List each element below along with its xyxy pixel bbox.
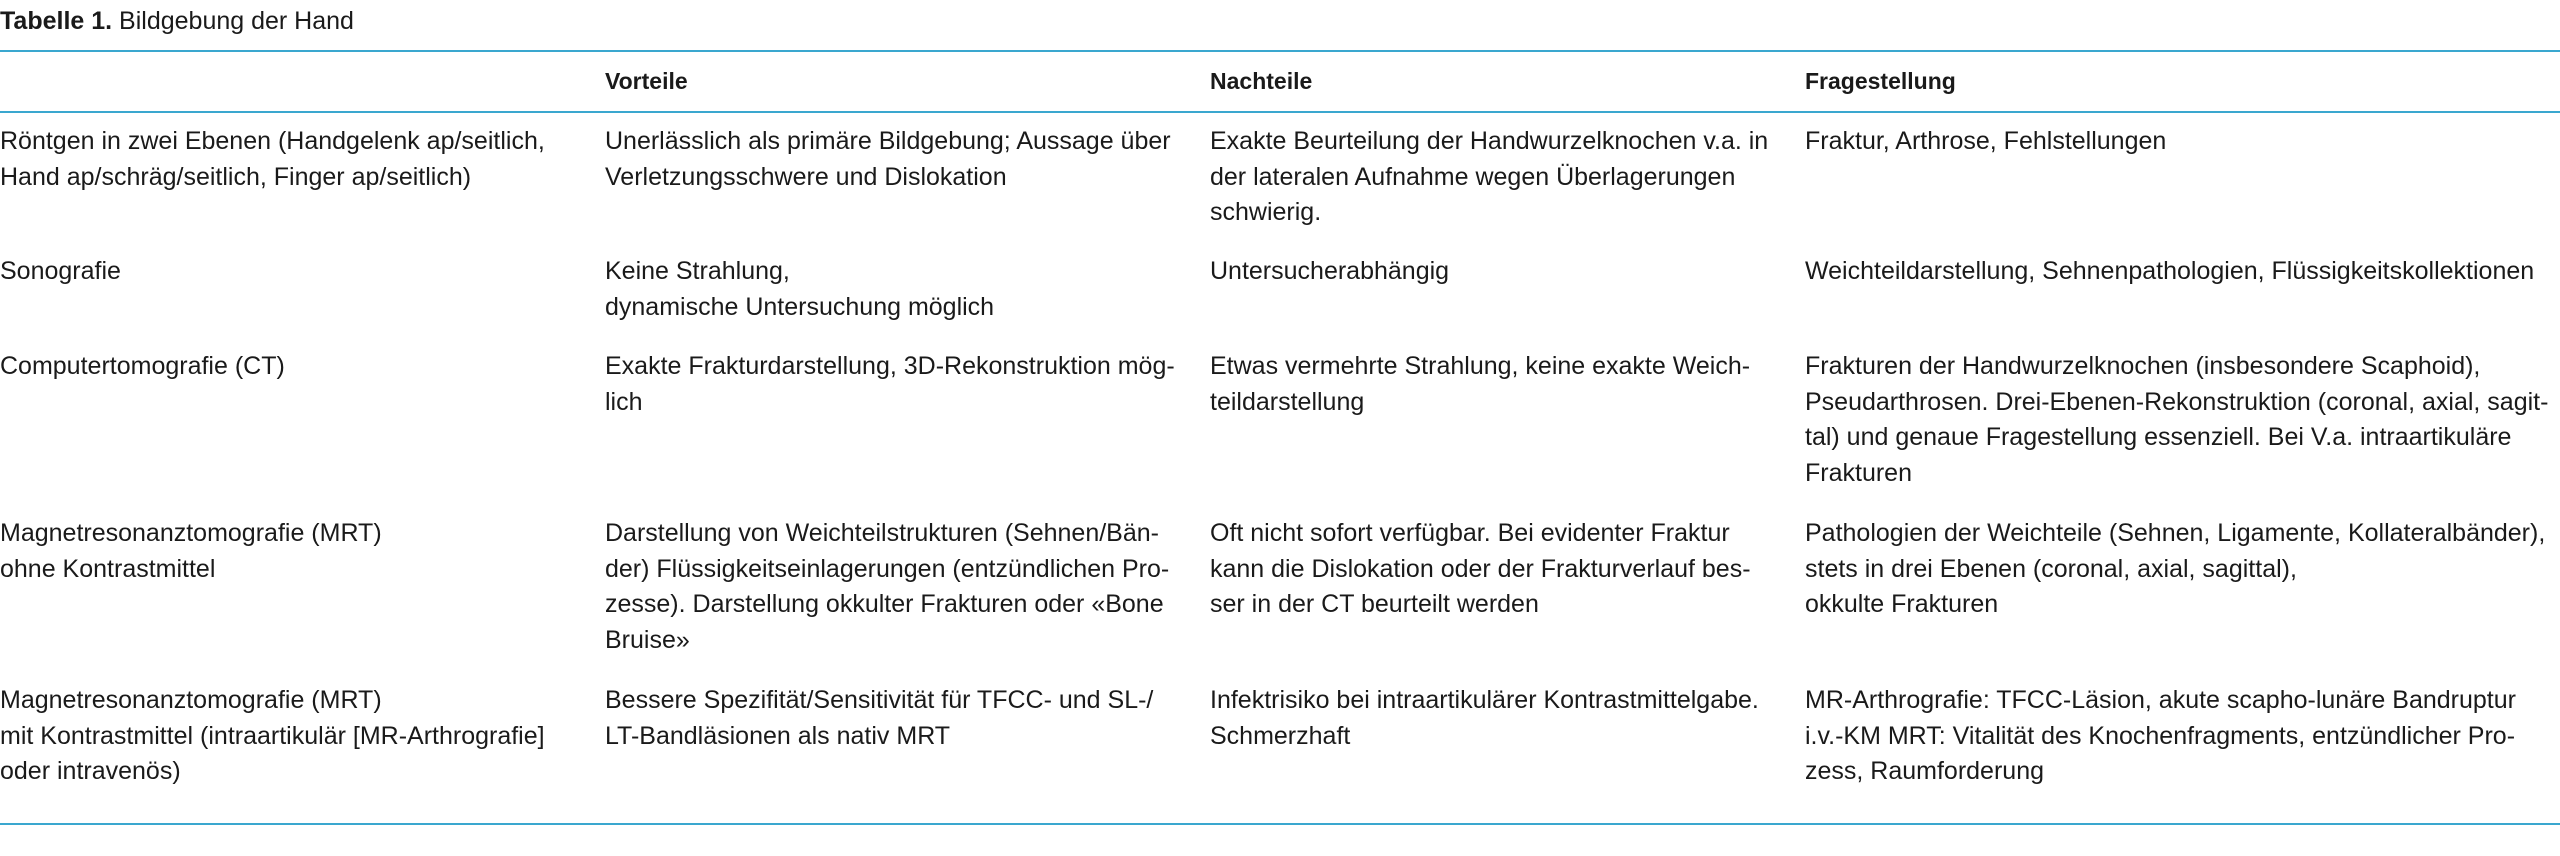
row-label: Magnetresonanztomografie (MRT) mit Kontrastmittel (intraartikulär [MR-Arthrografie] oder intravenös) [0, 686, 545, 785]
header-nachteile: Nachteile [1210, 68, 1313, 94]
row-label: Sonografie [0, 257, 121, 285]
cell-nachteile: Etwas vermehrte Strahlung, keine exakte Weich- teildarstellung [1210, 352, 1751, 416]
top-rule [0, 50, 2560, 52]
row-label: Computertomografie (CT) [0, 352, 285, 380]
cell-nachteile: Untersucherabhängig [1210, 257, 1450, 285]
cell-fragestellung: Pathologien der Weichteile (Sehnen, Ligamente, Kollateralbänder), stets in drei Ebenen (coronal, axial, sagittal), okkulte Frakturen [1805, 519, 2546, 618]
table-number: Tabelle 1. [0, 7, 113, 35]
cell-vorteile: Exakte Frakturdarstellung, 3D-Rekonstruktion mög- lich [605, 352, 1175, 416]
cell-vorteile: Unerlässlich als primäre Bildgebung; Aussage über Verletzungsschwere und Dislokation [605, 127, 1171, 191]
header-vorteile: Vorteile [605, 68, 688, 94]
cell-vorteile: Bessere Spezifität/Sensitivität für TFCC- und SL-/ LT-Bandläsionen als nativ MRT [605, 686, 1154, 750]
cell-vorteile: Keine Strahlung, dynamische Untersuchung möglich [605, 257, 995, 321]
row-label: Magnetresonanztomografie (MRT) ohne Kontrastmittel [0, 519, 382, 583]
cell-fragestellung: MR-Arthrografie: TFCC-Läsion, akute scapho-lunäre Bandruptur i.v.-KM MRT: Vitalität des Knochenfragments, entzündlicher Pro- zess, Raumforderung [1805, 686, 2516, 785]
cell-fragestellung: Frakturen der Handwurzelknochen (insbesondere Scaphoid), Pseudarthrosen. Drei-Ebenen-Rekonstruktion (coronal, axial, sagit- tal) und genaue Fragestellung essenziell. Bei V.a. intraartikuläre Frakturen [1805, 352, 2549, 487]
row-label: Röntgen in zwei Ebenen (Handgelenk ap/seitlich, Hand ap/schräg/seitlich, Finger ap/seitlich) [0, 127, 545, 191]
cell-vorteile: Darstellung von Weichteilstrukturen (Sehnen/Bän- der) Flüssigkeitseinlagerungen (entzündlichen Pro- zesse). Darstellung okkulter Frakturen oder «Bone Bruise» [605, 519, 1170, 654]
cell-nachteile: Exakte Beurteilung der Handwurzelknochen v.a. in der lateralen Aufnahme wegen Überlagerungen schwierig. [1210, 127, 1769, 226]
header-fragestellung: Fragestellung [1805, 68, 1956, 94]
table-caption [0, 4, 354, 38]
header-rule [0, 111, 2560, 113]
bottom-rule [0, 823, 2560, 825]
table-title: Bildgebung der Hand [112, 7, 354, 35]
cell-fragestellung: Fraktur, Arthrose, Fehlstellungen [1805, 127, 2167, 155]
cell-nachteile: Oft nicht sofort verfügbar. Bei evidenter Fraktur kann die Dislokation oder der Frakturverlauf bes- ser in der CT beurteilt werden [1210, 519, 1751, 618]
cell-fragestellung: Weichteildarstellung, Sehnenpathologien, Flüssigkeitskollektionen [1805, 257, 2535, 285]
cell-nachteile: Infektrisiko bei intraartikulärer Kontrastmittelgabe. Schmerzhaft [1210, 686, 1759, 750]
